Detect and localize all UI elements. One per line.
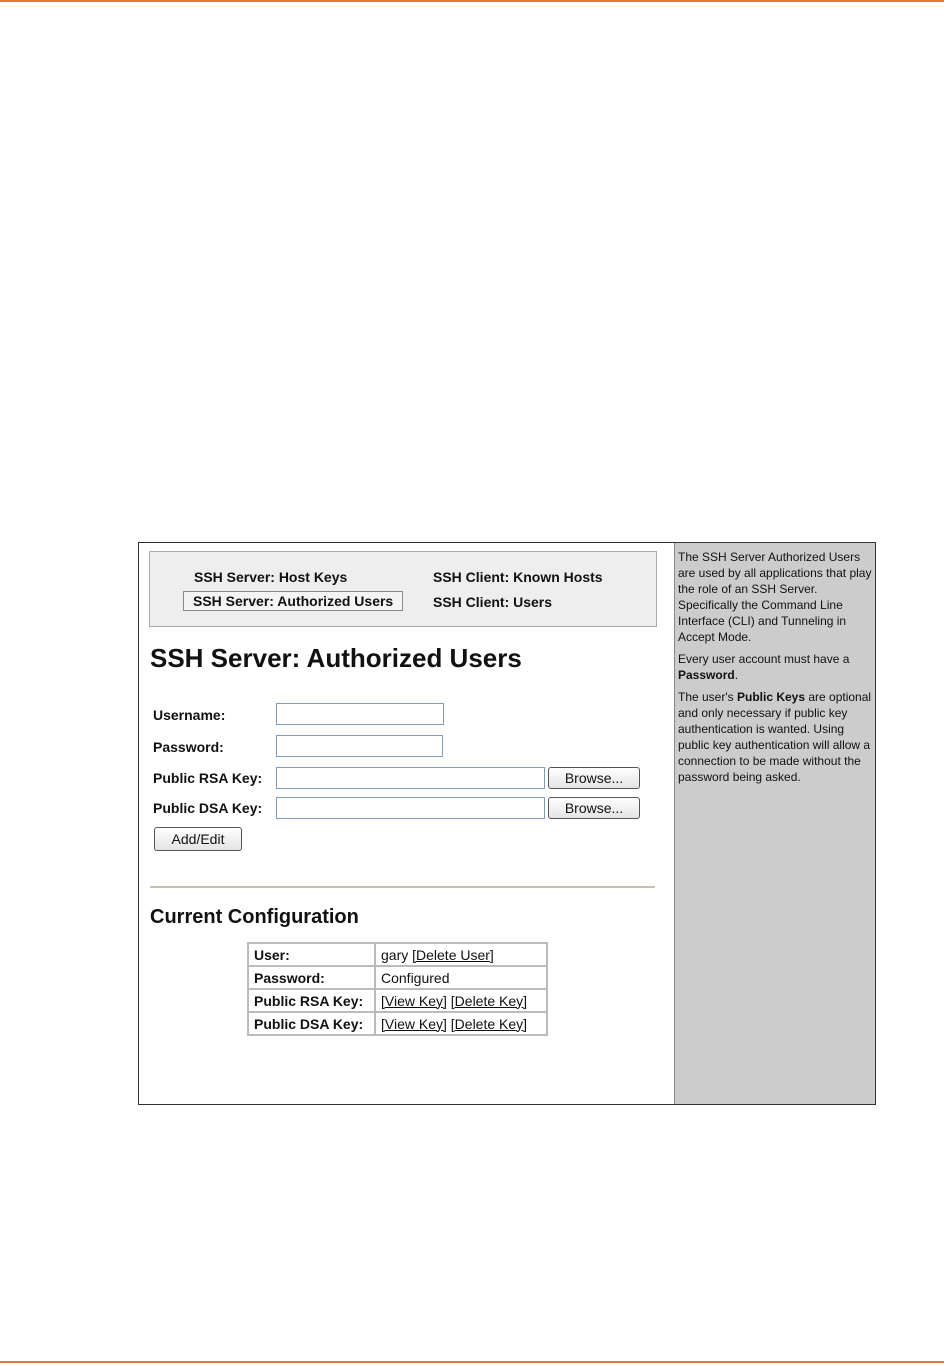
password-input[interactable] <box>276 735 443 757</box>
password-status-cell: Configured <box>375 966 547 989</box>
bottom-orange-rule <box>0 1361 944 1363</box>
user-value-cell <box>375 943 547 966</box>
public-rsa-key-input[interactable] <box>276 767 545 789</box>
username-input[interactable] <box>276 703 444 725</box>
ssh-tab-bar <box>149 551 657 627</box>
delete-user-link[interactable]: [Delete User] <box>412 946 494 963</box>
main-panel <box>139 543 674 1104</box>
help-bold-public-keys: Public Keys <box>736 690 806 704</box>
help-text: Every user account must have a <box>678 652 850 666</box>
top-orange-rule <box>0 0 944 2</box>
help-paragraph-1: The SSH Server Authorized Users are used by all applications that play the role of an SSH Server. Specifically the Command Line Interface (CLI) and Tunneling in Accept Mode. <box>678 550 872 644</box>
table-row <box>248 943 547 966</box>
help-paragraph-3 <box>678 689 873 785</box>
table-row <box>248 1012 547 1035</box>
view-rsa-key-link[interactable]: [View Key] <box>381 992 447 1009</box>
delete-rsa-key-link[interactable]: [Delete Key] <box>450 992 528 1009</box>
view-dsa-key-link[interactable]: [View Key] <box>381 1015 447 1032</box>
public-dsa-key-input[interactable] <box>276 797 545 819</box>
help-bold-password: Password <box>678 668 735 682</box>
user-key-cell: User: <box>248 943 375 966</box>
dsa-actions-cell <box>375 1012 547 1035</box>
username-label: Username: <box>153 707 226 723</box>
password-key-cell: Password: <box>248 966 375 989</box>
tab-ssh-client-users[interactable]: SSH Client: Users <box>433 594 553 610</box>
delete-dsa-key-link[interactable]: [Delete Key] <box>450 1015 528 1032</box>
current-configuration-table <box>247 942 548 1036</box>
dsa-key-cell: Public DSA Key: <box>248 1012 375 1035</box>
public-rsa-key-label: Public RSA Key: <box>153 770 263 786</box>
web-manager-frame <box>138 542 876 1105</box>
help-text: . <box>734 668 739 682</box>
help-sidebar <box>674 543 875 1104</box>
password-label: Password: <box>153 739 224 755</box>
tab-ssh-server-host-keys[interactable]: SSH Server: Host Keys <box>194 569 348 585</box>
tab-ssh-server-authorized-users[interactable]: SSH Server: Authorized Users <box>183 591 403 611</box>
table-row <box>248 989 547 1012</box>
current-configuration-heading: Current Configuration <box>150 906 359 928</box>
tab-ssh-client-known-hosts[interactable]: SSH Client: Known Hosts <box>433 569 603 585</box>
help-text: are optional and only necessary if public key authentication is wanted. Using public key authentication will allow a connection to be made without the password being asked. <box>678 690 872 784</box>
rsa-actions-cell <box>375 989 547 1012</box>
public-dsa-key-label: Public DSA Key: <box>153 800 263 816</box>
browse-rsa-button[interactable]: Browse... <box>548 767 640 789</box>
user-value: gary <box>381 946 409 963</box>
table-row <box>248 966 547 989</box>
section-divider <box>150 886 655 888</box>
add-edit-button[interactable]: Add/Edit <box>154 827 242 851</box>
rsa-key-cell: Public RSA Key: <box>248 989 375 1012</box>
page-title: SSH Server: Authorized Users <box>150 643 522 673</box>
help-paragraph-2 <box>678 651 873 683</box>
help-text: The user's <box>678 690 737 704</box>
browse-dsa-button[interactable]: Browse... <box>548 797 640 819</box>
